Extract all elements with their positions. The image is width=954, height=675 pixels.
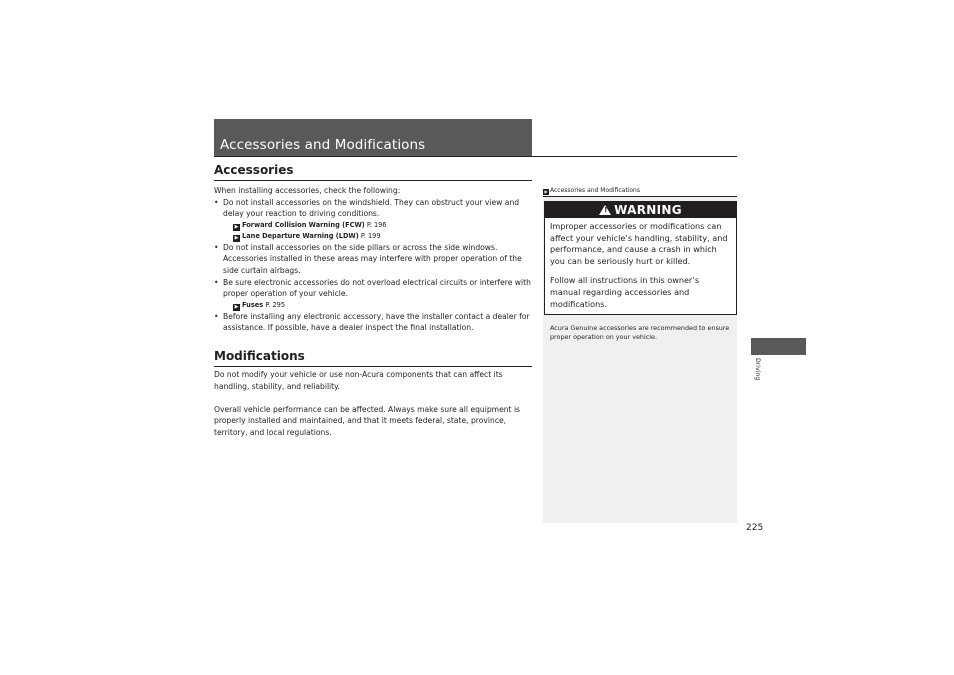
ref-label: Forward Collision Warning (FCW) — [242, 220, 365, 229]
list-item — [214, 197, 532, 242]
banner-rule — [214, 156, 737, 157]
ref-ldw[interactable] — [223, 231, 532, 242]
warning-title: WARNING — [614, 203, 682, 217]
bullet-text: Do not install accessories on the windshield. They can obstruct your view and delay your reaction to driving conditions. — [223, 197, 520, 219]
ref-label: Fuses — [242, 300, 264, 309]
ref-page: P. 196 — [366, 220, 387, 229]
ref-page: P. 199 — [360, 231, 381, 240]
chapter-tab-label: Driving — [754, 358, 761, 381]
section-banner — [214, 119, 532, 156]
bullet-icon: • — [214, 197, 219, 207]
warning-title-bar — [545, 202, 736, 218]
sidebar — [543, 186, 737, 523]
warning-paragraph-2: Follow all instructions in this owner’s manual regarding accessories and modifications. — [550, 275, 700, 309]
bullet-icon: • — [214, 242, 219, 252]
accessories-heading: Accessories — [214, 163, 532, 181]
page-number: 225 — [746, 523, 764, 533]
bullet-icon: • — [214, 311, 219, 321]
list-item — [214, 311, 532, 334]
list-item — [214, 277, 532, 311]
modifications-paragraph-1: Do not modify your vehicle or use non-Acura components that can affect its handling, stability, and reliability. — [214, 369, 503, 391]
sidebar-note: Acura Genuine accessories are recommended to ensure proper operation on your vehicle. — [550, 324, 730, 342]
modifications-heading: Modifications — [214, 349, 532, 367]
sidebar-header-text: Accessories and Modifications — [550, 187, 640, 194]
accessories-intro: When installing accessories, check the following: — [214, 186, 401, 195]
reference-arrow-icon: ▶ — [234, 234, 239, 241]
warning-text — [545, 218, 736, 310]
warning-box — [544, 201, 737, 315]
reference-arrow-icon: ▶ — [234, 223, 239, 230]
bullet-text: Do not install accessories on the side pillars or across the side windows. Accessories installed in these areas may interfere with proper operation of the side curtain airbags. — [223, 242, 522, 275]
reference-arrow-icon: ▶ — [234, 303, 239, 310]
chapter-tab[interactable] — [751, 338, 806, 355]
reference-arrow-icon: ▶ — [544, 189, 548, 194]
accessories-list — [214, 197, 532, 334]
sidebar-header — [543, 186, 737, 197]
ref-label: Lane Departure Warning (LDW) — [242, 231, 359, 240]
ref-fcw[interactable] — [223, 220, 532, 231]
warning-paragraph-1: Improper accessories or modifications can affect your vehicle’s handling, stability, and performance, and cause a crash in which you can be seriously hurt or killed. — [550, 221, 728, 266]
warning-triangle-icon: ! — [599, 205, 611, 215]
ref-page: P. 295 — [265, 300, 286, 309]
modifications-paragraph-2: Overall vehicle performance can be affected. Always make sure all equipment is properly installed and maintained, and that it meets federal, state, province, territory, and local regulations. — [214, 404, 521, 437]
section-title: Accessories and Modifications — [220, 137, 426, 153]
main-column — [214, 163, 532, 439]
list-item — [214, 242, 532, 277]
bullet-text: Be sure electronic accessories do not overload electrical circuits or interfere with proper operation of your vehicle. — [223, 277, 531, 299]
bullet-text: Before installing any electronic accessory, have the installer contact a dealer for assistance. If possible, have a dealer inspect the final installation. — [223, 311, 530, 333]
ref-fuses[interactable] — [223, 300, 532, 311]
bullet-icon: • — [214, 277, 219, 287]
